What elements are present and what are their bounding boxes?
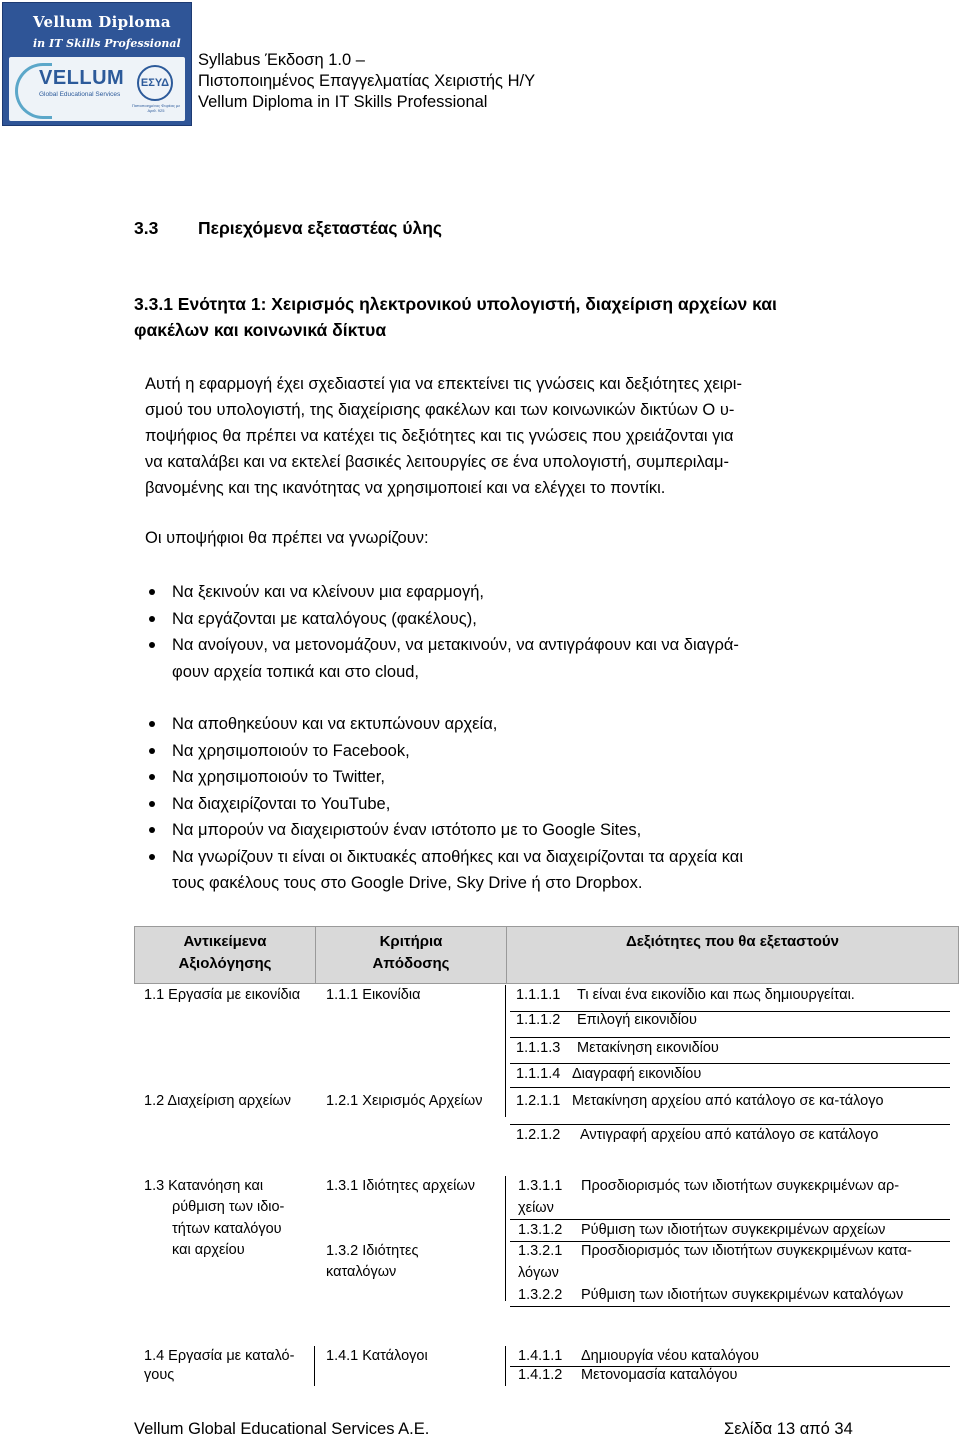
table-cell: 1.2 Διαχείριση αρχείων bbox=[144, 1093, 291, 1109]
skill-code: 1.1.1.1 bbox=[516, 987, 561, 1003]
bullet-text: Να γνωρίζουν τι είναι οι δικτυακές αποθήκες και να διαχειρίζονται τα αρχεία και bbox=[172, 847, 744, 866]
paragraph-line: ποψήφιος θα πρέπει να κατέχει τις δεξιότητες και τις γνώσεις που χρειάζονται για bbox=[145, 427, 734, 445]
table-header-criteria bbox=[315, 926, 507, 984]
paragraph-line: να καταλάβει και να εκτελεί βασικές λειτουργίες σε ένα υπολογιστή, συμπεριλαμ- bbox=[145, 453, 730, 471]
table-cell: και αρχείου bbox=[172, 1242, 245, 1258]
table-cell: ρύθμιση των ιδιο- bbox=[172, 1199, 285, 1215]
esyd-seal-icon bbox=[137, 65, 173, 101]
vellum-diploma-logo bbox=[2, 2, 192, 126]
column-divider bbox=[505, 1346, 506, 1386]
header-line-diploma: Vellum Diploma in IT Skills Professional bbox=[198, 93, 488, 111]
table-cell: 1.1 Εργασία με εικονίδια bbox=[144, 987, 301, 1003]
table-cell: 1.3.1 Ιδιότητες αρχείων bbox=[326, 1178, 475, 1194]
seal-caption: Πιστοποιημένος Φορέας με Αριθ. 925 bbox=[131, 103, 181, 113]
header-line-syllabus: Syllabus Έκδοση 1.0 – bbox=[198, 51, 365, 69]
bullet-item bbox=[145, 711, 743, 738]
skill-code: 1.4.1.1 bbox=[518, 1348, 563, 1364]
subsection-heading bbox=[134, 291, 777, 343]
bullet-item bbox=[145, 579, 739, 606]
paragraph-line: Αυτή η εφαρμογή έχει σχεδιαστεί για να επεκτείνει τις γνώσεις και δεξιότητες χειρι- bbox=[145, 375, 742, 393]
skill-code: 1.3.1.1 bbox=[518, 1178, 563, 1194]
skill-text: Προσδιορισμός των ιδιοτήτων συγκεκριμένων κατα- bbox=[581, 1243, 912, 1259]
skill-text: Επιλογή εικονιδίου bbox=[577, 1012, 697, 1028]
logo-brand: VELLUM bbox=[39, 67, 125, 89]
row-divider bbox=[510, 1087, 950, 1088]
skill-code: 1.4.1.2 bbox=[518, 1367, 563, 1383]
skill-text: Προσδιορισμός των ιδιοτήτων συγκεκριμένων αρ- bbox=[581, 1178, 900, 1194]
logo-brand-sub: Global Educational Services bbox=[39, 91, 121, 98]
logo-brand-area bbox=[9, 57, 185, 121]
document-header bbox=[198, 50, 535, 113]
skill-text: Αντιγραφή αρχείου από κατάλογο σε κατάλογο bbox=[580, 1127, 879, 1143]
bullet-text: Να εργάζονται με καταλόγους (φακέλους), bbox=[172, 609, 477, 628]
skill-text: Δημιουργία νέου καταλόγου bbox=[581, 1348, 759, 1364]
seal-text: ΕΣΥΔ bbox=[140, 77, 170, 89]
logo-banner-title: Vellum Diploma bbox=[33, 13, 171, 31]
skill-text: Ρύθμιση των ιδιοτήτων συγκεκριμένων αρχείων bbox=[581, 1222, 886, 1238]
row-divider bbox=[510, 1306, 950, 1307]
table-cell: τήτων καταλόγου bbox=[172, 1221, 282, 1237]
skill-text: χείων bbox=[518, 1200, 554, 1216]
bullet-text: τους φακέλους τους στο Google Drive, Sky Drive ή στο Dropbox. bbox=[172, 874, 643, 892]
header-text: Κριτήρια bbox=[379, 933, 443, 950]
table-cell: 1.1.1 Εικονίδια bbox=[326, 987, 421, 1003]
skills-table bbox=[134, 926, 959, 1386]
bullet-text: Να διαχειρίζονται το YouTube, bbox=[172, 794, 391, 813]
bullet-text: Να χρησιμοποιούν το Facebook, bbox=[172, 741, 410, 760]
skill-code: 1.1.1.2 bbox=[516, 1012, 561, 1028]
table-cell: 1.4.1 Κατάλογοι bbox=[326, 1348, 428, 1364]
table-cell: γους bbox=[144, 1367, 175, 1383]
bullet-text: Να αποθηκεύουν και να εκτυπώνουν αρχεία, bbox=[172, 715, 498, 733]
bullet-item bbox=[145, 606, 739, 633]
bullet-item bbox=[145, 791, 743, 818]
skill-text: Ρύθμιση των ιδιοτήτων συγκεκριμένων καταλόγων bbox=[581, 1287, 904, 1303]
skill-code: 1.3.1.2 bbox=[518, 1222, 563, 1238]
bullet-item bbox=[145, 844, 743, 897]
logo-banner-subtitle: in IT Skills Professional bbox=[33, 37, 181, 50]
bullet-list bbox=[145, 579, 739, 685]
header-line-title: Πιστοποιημένος Επαγγελματίας Χειριστής Η/Υ bbox=[198, 72, 536, 90]
table-cell: 1.3.2 Ιδιότητες bbox=[326, 1243, 419, 1259]
row-divider bbox=[510, 1037, 950, 1038]
section-title: Περιεχόμενα εξεταστέας ύλης bbox=[198, 218, 443, 238]
bullet-text: φουν αρχεία τοπικά και στο cloud, bbox=[172, 662, 420, 681]
paragraph-line: βανομένης και της ικανότητας να χρησιμοποιεί και να ελέγχει το ποντίκι. bbox=[145, 479, 666, 497]
bullet-text: Να χρησιμοποιούν το Twitter, bbox=[172, 768, 385, 786]
bullet-list bbox=[145, 711, 743, 897]
table-header-skills bbox=[506, 926, 959, 984]
subsection-title-line: 3.3.1 Ενότητα 1: Χειρισμός ηλεκτρονικού υπολογιστή, διαχείριση αρχείων και bbox=[134, 294, 777, 314]
table-header-objectives bbox=[134, 926, 316, 984]
skill-text: Μετακίνηση αρχείου από κατάλογο σε κα-τάλογο bbox=[572, 1093, 884, 1109]
header-text: Αξιολόγησης bbox=[178, 955, 272, 972]
skill-text: Διαγραφή εικονιδίου bbox=[572, 1066, 702, 1082]
skill-code: 1.3.2.1 bbox=[518, 1243, 563, 1259]
table-cell: 1.2.1 Χειρισμός Αρχείων bbox=[326, 1093, 483, 1109]
table-cell: 1.4 Εργασία με καταλό- bbox=[144, 1348, 295, 1364]
header-text: Αντικείμενα bbox=[183, 933, 267, 950]
column-divider bbox=[505, 1176, 506, 1301]
skill-text: Τι είναι ένα εικονίδιο και πως δημιουργείται. bbox=[577, 987, 855, 1003]
bullet-item bbox=[145, 764, 743, 791]
skill-text: Μετακίνηση εικονιδίου bbox=[577, 1040, 719, 1056]
section-heading bbox=[134, 218, 442, 239]
footer-page-number: Σελίδα 13 από 34 bbox=[724, 1420, 853, 1438]
skill-code: 1.2.1.2 bbox=[516, 1127, 561, 1143]
skill-code: 1.1.1.3 bbox=[516, 1040, 561, 1056]
subsection-title-line: φακέλων και κοινωνικά δίκτυα bbox=[134, 320, 387, 340]
skill-code: 1.1.1.4 bbox=[516, 1066, 561, 1082]
bullet-item bbox=[145, 738, 743, 765]
table-cell: καταλόγων bbox=[326, 1264, 397, 1280]
header-text: Απόδοσης bbox=[372, 955, 450, 972]
skill-code: 1.2.1.1 bbox=[516, 1093, 561, 1109]
intro-paragraph bbox=[145, 371, 742, 501]
paragraph-line: σμού του υπολογιστή, της διαχείρισης φακέλων και των κοινωνικών δικτύων Ο υ- bbox=[145, 401, 735, 419]
bullet-item bbox=[145, 817, 743, 844]
header-text: Δεξιότητες που θα εξεταστούν bbox=[626, 933, 839, 950]
bullet-text: Να μπορούν να διαχειριστούν έναν ιστότοπο με το Google Sites, bbox=[172, 821, 642, 839]
row-divider bbox=[510, 1011, 950, 1012]
skill-text: λόγων bbox=[518, 1265, 559, 1281]
column-divider bbox=[314, 1346, 315, 1386]
bullet-text: Να ανοίγουν, να μετονομάζουν, να μετακινούν, να αντιγράφουν και να διαγρά- bbox=[172, 636, 739, 654]
table-cell: 1.3 Κατανόηση και bbox=[144, 1178, 264, 1194]
footer-company: Vellum Global Educational Services A.E. bbox=[134, 1420, 430, 1438]
skill-text: Μετονομασία καταλόγου bbox=[581, 1367, 738, 1383]
logo-banner bbox=[3, 3, 191, 55]
bullet-item bbox=[145, 632, 739, 685]
column-divider bbox=[505, 985, 506, 1117]
section-number: 3.3 bbox=[134, 218, 159, 238]
bullet-text: Να ξεκινούν και να κλείνουν μια εφαρμογή, bbox=[172, 583, 484, 601]
skill-code: 1.3.2.2 bbox=[518, 1287, 563, 1303]
lead-sentence: Οι υποψήφιοι θα πρέπει να γνωρίζουν: bbox=[145, 529, 429, 547]
